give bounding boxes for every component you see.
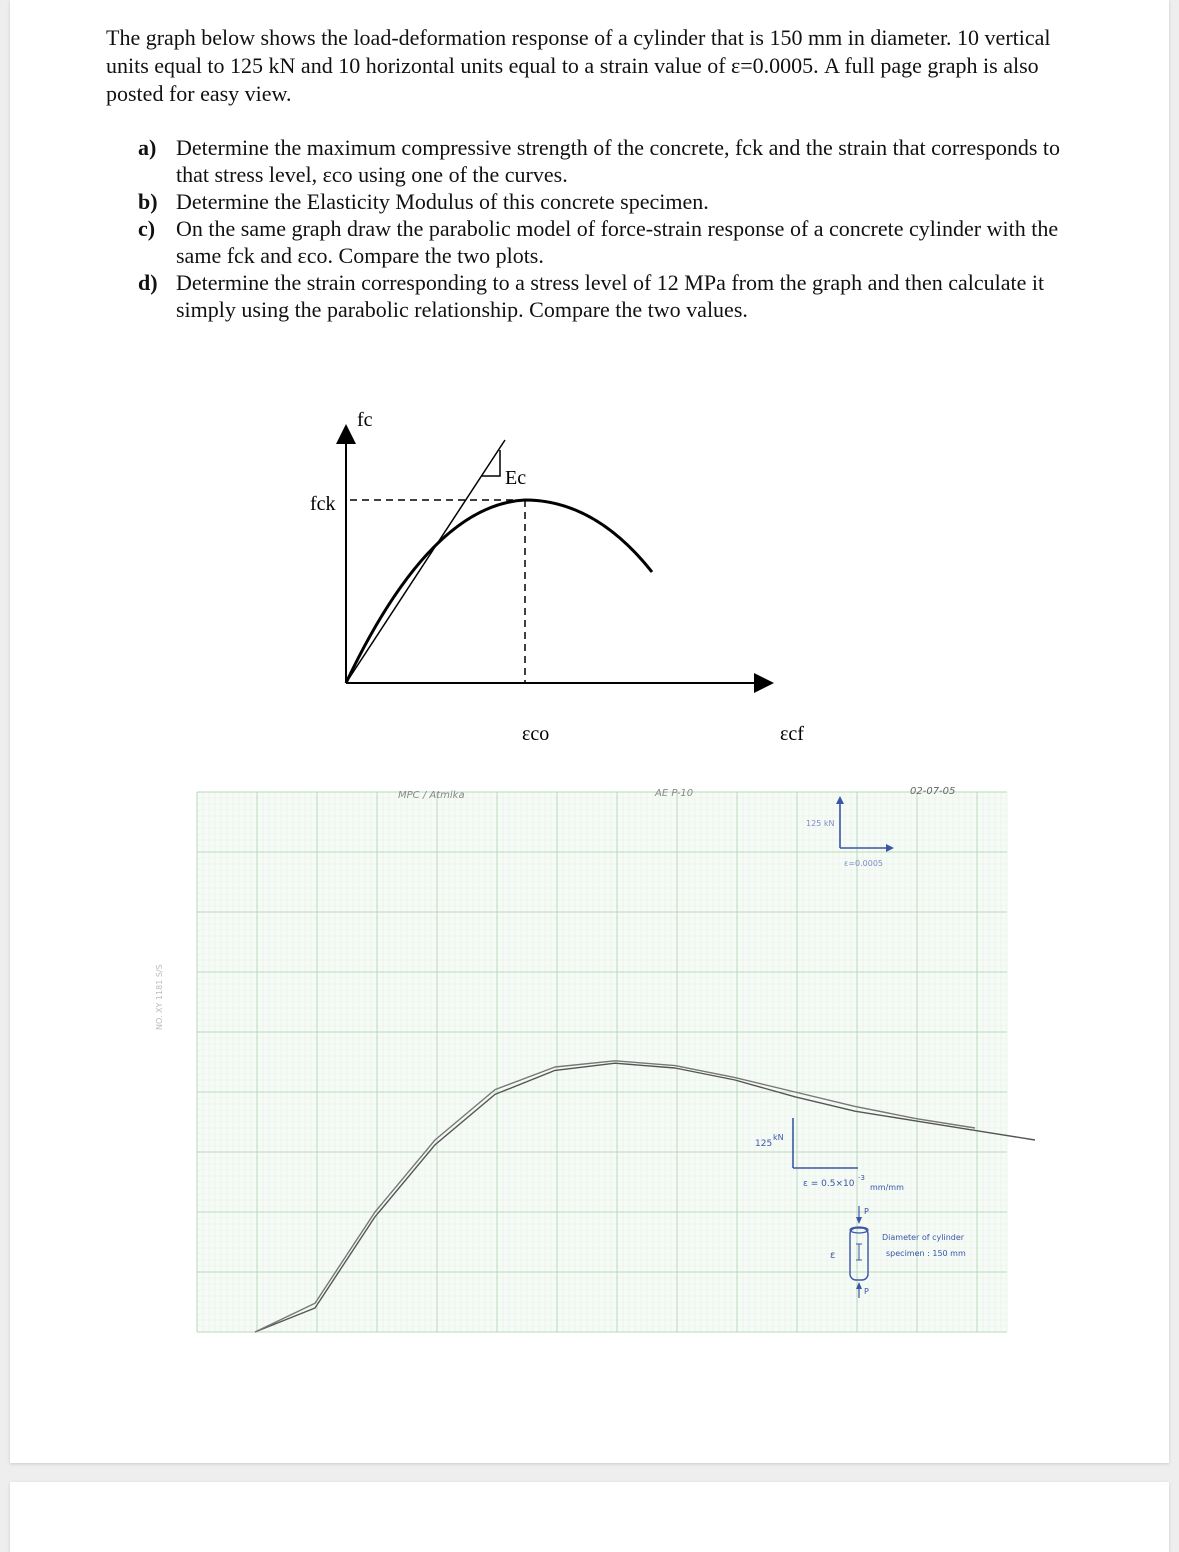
load-label-bottom: P: [864, 1287, 869, 1296]
question-text: Determine the Elasticity Modulus of this concrete specimen.: [176, 189, 709, 214]
question-label: a): [138, 135, 157, 160]
question-b: [138, 188, 1118, 215]
header-mid-text: AE P-10: [655, 788, 694, 799]
question-text: Determine the strain corresponding to a stress level of 12 MPa from the graph and then calculate it: [176, 270, 1045, 295]
question-d: [138, 269, 1118, 323]
question-c: [138, 215, 1118, 269]
tangent-line: [346, 440, 505, 683]
strain-scale-exponent: -3: [858, 1174, 865, 1182]
intro-line-3: posted for easy view.: [106, 81, 292, 106]
diameter-note-line-1: Diameter of cylinder: [882, 1233, 965, 1242]
question-text: simply using the parabolic relationship. Compare the two values.: [176, 297, 748, 322]
epsilon-label: ε: [830, 1250, 836, 1261]
scale-load-unit: kN: [773, 1133, 784, 1142]
question-list: [138, 134, 1118, 323]
question-text: Determine the maximum compressive strength of the concrete, fck and the strain that corresponds to: [176, 135, 1060, 160]
strain-scale-unit: mm/mm: [870, 1183, 904, 1192]
question-a: [138, 134, 1118, 188]
diameter-note-line-2: specimen : 150 mm: [886, 1249, 966, 1258]
document-page: [10, 0, 1169, 1463]
header-right-text: 02-07-05: [910, 786, 956, 797]
scale-top-strain: ε=0.0005: [844, 859, 884, 868]
intro-line-1: The graph below shows the load-deformation response of a cylinder that is 150 mm in diameter. 10 vertical: [106, 25, 1051, 50]
question-label: c): [138, 216, 156, 241]
eco-label: εco: [522, 723, 550, 745]
load-deformation-graph: [10, 770, 1169, 1360]
schematic-diagram: [10, 390, 1169, 760]
next-page: [10, 1482, 1169, 1552]
question-text: same fck and εco. Compare the two plots.: [176, 243, 544, 268]
margin-text: NO. XY 1181 S/S: [155, 964, 164, 1030]
intro-line-2: units equal to 125 kN and 10 horizontal units equal to a strain value of ε=0.0005. A full page graph is also: [106, 53, 1039, 78]
strain-scale-label: ε = 0.5×10: [803, 1179, 855, 1189]
ec-label: Ec: [505, 467, 527, 489]
fc-axis-label: fc: [357, 409, 373, 431]
question-text: On the same graph draw the parabolic model of force-strain response of a concrete cylinder with the: [176, 216, 1059, 241]
problem-intro: [106, 24, 1118, 108]
fck-label: fck: [310, 493, 336, 515]
load-label-top: P: [864, 1207, 869, 1216]
scale-top-load: 125 kN: [806, 819, 835, 828]
question-label: b): [138, 189, 158, 214]
question-label: d): [138, 270, 158, 295]
header-left-text: MPC / Atmika: [398, 790, 465, 801]
scale-load-value: 125: [755, 1139, 773, 1149]
question-text: that stress level, εco using one of the curves.: [176, 162, 568, 187]
ecf-label: εcf: [780, 723, 804, 745]
stress-strain-curve: [346, 500, 652, 683]
